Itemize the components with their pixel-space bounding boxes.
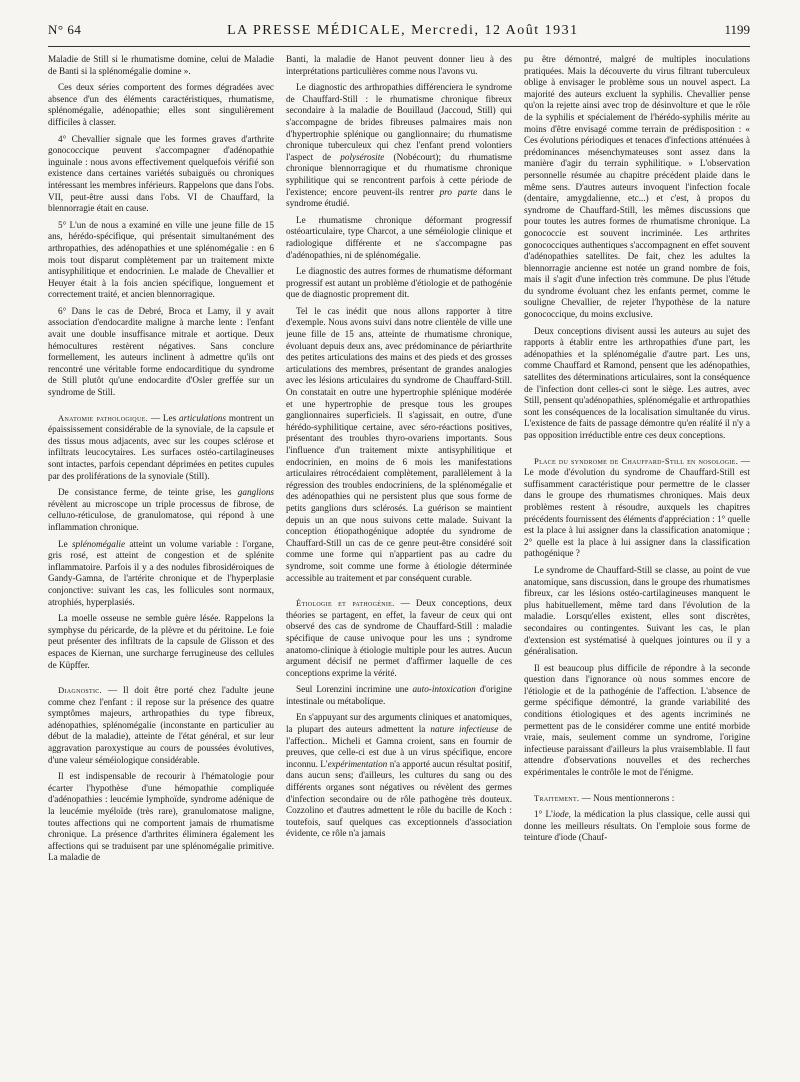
paragraph: Ces deux séries comportent des formes dégradées avec absence d'un des éléments caractéristiques, rhumatisme, splénomégalie, adénopathie; elles sont singulièrement difficiles à classer. — [48, 82, 274, 127]
section-traitement: Traitement. — Nous mentionnerons : — [534, 792, 675, 803]
journal-title-line — [227, 23, 579, 39]
journal-title: LA PRESSE MÉDICALE, — [227, 23, 407, 38]
paragraph: Deux conceptions divisent aussi les auteurs au sujet des rapports à établir entre les arthropathies d'une part, les adénopathies et la splénomégalie d'autre part. Les uns, comme Chauffard et Ramond, pensent que les adénopathies, satellites des déterminations articulaires, sont la conséquence de l'infection dont celles-ci sont le siège. Les autres, avec Still, pensent qu'adénopathies, splénomégalie et arthropathies sont les conséquences de la localisation simultanée du virus. L'existence de faits de passage démontre qu'en réalité il n'y a pas opposition irréductible entre ces deux conceptions. — [524, 325, 750, 440]
paragraph: 5° L'un de nous a examiné en ville une jeune fille de 15 ans, hérédo-spécifique, qui présentait simultanément des arthropathies, des adénopathies et une splénomégalie : en 6 mois tout disparut complètement par un traitement mixte antisyphilitique et endocrinien. Le malade de Chevallier et Heuyer était à la fois ancien spécifique, longuement et correctement traité, et ancien blennorragique. — [48, 219, 274, 300]
paragraph: 6° Dans le cas de Debré, Broca et Lamy, il y avait association d'endocardite maligne à marche lente : l'enfant avait une double insuffisance mitrale et aortique. Deux hémocultures restèrent négatives. Sans conclure formellement, les auteurs inclinent à admettre qu'ils ont rencontré une véritable forme endocarditique du syndrome de Still plutôt qu'une endocardite d'Osler greffée sur un syndrome de Still. — [48, 305, 274, 398]
section-heading: Traitement. — [534, 792, 580, 803]
paragraph: Tel le cas inédit que nous allons rapporter à titre d'exemple. Nous avons suivi dans notre clientèle de ville une jeune fille de 15 ans, atteinte de rhumatisme chronique, évoluant depuis deux ans, avec prédominance de périarthrite des petites articulations des mains et des pieds et des grosses articulations des membres, présentant de grandes analogies avec les lésions articulaires du syndrome de Chauffard-Still. On constatait en outre une hypertrophie splénique modérée et une hypertrophie de presque tous les groupes ganglionnaires superficiels. Il s'agissait, en outre, d'une hérédo-syphilitique certaine, avec séro-réactions positives, présentant des troubles thyro-ovariens importants. Sous l'influence d'un traitement mixte antisyphilitique et endocrinien, en moins de 6 mois les manifestations articulaires rétrocédaient complètement, parallèlement à la régression des troubles endocriniens, de la splénomégalie et des adénopathies qui ne persistent plus que sous forme de petits ganglions durs sclérosés. La guérison se maintient depuis un an que nous suivons cette malade. Suivant la conception étiopathogénique adoptée du syndrome de Chauffard-Still un cas de ce genre peut-être considéré soit comme une forme qui n'appartient pas au cadre du syndrome, soit comme une forme à étiologie déterminée accessible au traitement et par conséquent curable. — [286, 305, 512, 583]
section-etiologie: Étiologie et pathogénie. — Deux conceptions, deux théories se partagent, en effet, la faveur de ceux qui ont observé des cas de syndrome de Chauffard-Still : maladie spécifique de cause univoque pour les uns ; syndrome anatomo-clinique à étiologie multiple pour les autres. Aucun argument décisif ne permet d'affirmer laquelle de ces conceptions exprime la vérité. — [286, 598, 512, 678]
section-anatomie: Anatomie pathologique. — Les articulations montrent un épaississement considérable de la synoviale, de la capsule et des tissus mous adjacents, avec sur les coupes sclérose et infiltrats leucocytaires. Les surfaces ostéo-cartilagineuses sont intactes, parfois cependant déprimées en petites cupules par des proliférations de la synoviale (Still). — [48, 412, 274, 481]
paragraph: Seul Lorenzini incrimine une auto-intoxication d'origine intestinale ou métabolique. — [286, 684, 512, 706]
section-heading: Diagnostic. — [58, 685, 102, 696]
paragraph: 1° L'iode, la médication la plus classique, celle aussi qui donne les meilleurs résultats. On l'emploie sous forme de teinture d'iode (Chauf- — [524, 809, 750, 843]
paragraph: pu être démontré, malgré de multiples inoculations pratiquées. Mais la découverte du virus filtrant tuberculeux oblige à envisager le problème sous un nouvel aspect. La majorité des auteurs excluent la syphilis. Chevallier pense qu'on la rejette ainsi avec trop de désinvolture et que le rôle de la syphilis et spécialement de l'hérédo-syphilis mérite au moins d'être envisagé comme terrain de prédisposition : « Ces évolutions périodiques et tenaces d'infections atténuées à prédominances mésenchymateuses sont assez dans la manière d'agir du terrain syphilitique. » L'observation personnelle résumée au chapitre précédent plaide dans le même sens. D'autres auteurs invoquent l'infection focale (dentaire, amygdalienne, etc...) et c'est, à propos du syndrome de Chauffard-Still, les mêmes discussions que pour toutes les autres formes de rhumatisme chronique. La gonococcie est souvent incriminée. Les arthrites gonococciques authentiques s'accompagnent en effet souvent d'adénopathies satellites. De fait, chez les adultes la blennorragie ancienne est notée un grand nombre de fois, mais il s'agit d'une infection très commune. De plus l'étude du syndrome évoluant chez les enfants permet, comme le souligne Chevallier, de rejeter l'hypothèse de la nature gonococcique, du moins exclusive. — [524, 54, 750, 320]
issue-date: Mercredi, 12 Août 1931 — [411, 23, 579, 38]
paragraph: Le splénomégalie atteint un volume variable : l'organe, gris rosé, est atteint de congestion et de splénite inflammatoire. Parfois il y a des nodules fibrosidéroiques de Gandy-Gamna, de l'artérite chronique et de l'hyperplasie conjonctive: suivant les cas, les follicules sont normaux, atrophiés, hyperplasiés. — [48, 538, 274, 607]
paragraph: 4° Chevallier signale que les formes graves d'arthrite gonococcique peuvent s'accompagner d'adénopathie inguinale : nous avons effectivement quelquefois vérifié son existence dans certaines variétés subaiguës ou chroniques intéressant les membres inférieurs. Rappelons que dans l'obs. VII, peut-être aussi dans l'obs. VI de Chauffard, la blennorragie était en cause. — [48, 133, 274, 214]
paragraph: Le syndrome de Chauffard-Still se classe, au point de vue anatomique, sans discussion, dans le groupe des rhumatismes fibreux, car les lésions ostéo-cartilagineuses manquent le plus habituellement, même tard dans l'évolution de la maladie. Lorsqu'elles existent, elles sont discrètes, secondaires ou contingentes. Suivant les cas, le plan d'extension est systématisé à quelques jointures ou il y a généralisation. — [524, 564, 750, 657]
paragraph: Banti, la maladie de Hanot peuvent donner lieu à des interprétations particulières comme nous l'avons vu. — [286, 54, 512, 76]
text-columns — [48, 54, 752, 1074]
paragraph: La moelle osseuse ne semble guère lésée. Rappelons la symphyse du péricarde, de la plèvre et du péritoine. Le foie peut présenter des infiltrats de la capsule de Glisson et des espaces de Kiernan, une surcharge ferrugineuse des cellules de Küpffer. — [48, 613, 274, 670]
paragraph: Il est indispensable de recourir à l'hématologie pour écarter l'hypothèse d'une hémopathie compliquée d'adénopathies : leucémie lymphoïde, syndrome adénique de la leucémie myéloïde (très rare), granulomatose maligne, toutes affections qui ne comportent jamais de rhumatisme chronique. La présence d'arthrites éliminera également les affections qui se traduisent par une splénomégalie primitive. La maladie de — [48, 771, 274, 863]
paragraph: Maladie de Still si le rhumatisme domine, celui de Maladie de Banti si la splénomégalie domine ». — [48, 54, 274, 76]
column-2 — [286, 54, 512, 1074]
page-header — [48, 22, 750, 47]
paragraph: En s'appuyant sur des arguments cliniques et anatomiques, la plupart des auteurs admettent la nature infectieuse de l'affection.. Micheli et Gamna croient, sans en fournir de preuves, que celle-ci est due à un virus spécifique, encore inconnu. L'expérimentation n'a apporté aucun résultat positif, dans aucun sens; d'ailleurs, les cultures du sang ou des différents organes sont négatives ou révèlent des germes d'infection secondaire ou de rôle pathogène très douteux. Cozzolino et d'autres admettent le rôle du bacille de Koch : toutefois, sauf quelques cas exceptionnels d'association évidente, ce rôle n'a jamais — [286, 712, 512, 839]
paragraph: Il est beaucoup plus difficile de répondre à la seconde question dans l'ignorance où nous sommes encore de l'étiologie et de la pathogénie de l'affection. L'absence de germe spécifique démontré, la grande variabilité des conditions étiologiques et des agents incriminés ne permettent pas de le considérer comme une entité morbide vraie, mais, seulement comme un syndrome, l'origine infectieuse paraissant d'ailleurs la plus vraisemblable. Il faut attendre d'observations nouvelles et des recherches expérimentales le contrôle le mot de l'énigme. — [524, 662, 750, 778]
issue-number: N° 64 — [48, 22, 82, 37]
section-heading: Anatomie pathologique. — [58, 412, 148, 423]
paragraph: Le rhumatisme chronique déformant progressif ostéoarticulaire, type Charcot, a une séméiologie clinique et radiologique différente et ne s'accompagne pas d'adénopathies, ni de splénomégalie. — [286, 214, 512, 260]
section-heading: Étiologie et pathogénie. — [296, 598, 395, 609]
paragraph: De consistance ferme, de teinte grise, les ganglions révèlent au microscope un triple processus de fibrose, de celluло-réticulose, de granulomatose, qui répond à une inflammation chronique. — [48, 487, 274, 532]
page-number: 1199 — [724, 22, 750, 37]
section-diagnostic: Diagnostic. — Il doit être porté chez l'adulte jeune comme chez l'enfant : il repose sur la présence des quatre symptômes majeurs, arthropathies du type fibreux, adénopathies, splénomégalie (inconstante en particulier au début de la maladie), atteinte de l'état général, et sur leur aggravation paroxystique au cours de poussées évolutives, d'une valeur séméiologique considérable. — [48, 685, 274, 765]
paragraph: Le diagnostic des arthropathies différenciera le syndrome de Chauffard-Still : le rhumatisme chronique fibreux secondaire à la maladie de Bouillaud (Jaccoud, Still) qui s'accompagne de brides fibreuses palmaires mais non d'hypertrophie splénique ou ganglionnaire; du rhumatisme chronique tuberculeux qui chez l'enfant prend volontiers l'aspect de polysérosite (Nobécourt); du rhumatisme chronique blennorragique et du rhumatisme chronique syphilitique qui se rencontrent parfois à cette période de l'existence; encore peuvent-ils rentrer pro parte dans le syndrome étudié. — [286, 82, 512, 209]
section-nosologie: Place du syndrome de Chauffard-Still en nosologie. — Le mode d'évolution du syndrome de Chauffard-Still est suffisamment caractéristique pour permettre de le classer dans le groupe des rhumatismes chroniques. Mais deux problèmes restent à résoudre, auxquels les chapitres précédents fournissent des éléments d'appréciation : 1° quelle est la place à lui assigner dans la classification anatomique ; 2° quelle est la place à lui assigner dans la classification pathogénique ? — [524, 455, 750, 559]
section-heading: Place du syndrome de Chauffard-Still en nosologie. — [534, 455, 739, 466]
paragraph: Le diagnostic des autres formes de rhumatisme déformant progressif est autant un problème d'étiologie et de pathogénie que de diagnostic proprement dit. — [286, 266, 512, 300]
column-3 — [524, 54, 750, 1074]
column-1 — [48, 54, 274, 1074]
